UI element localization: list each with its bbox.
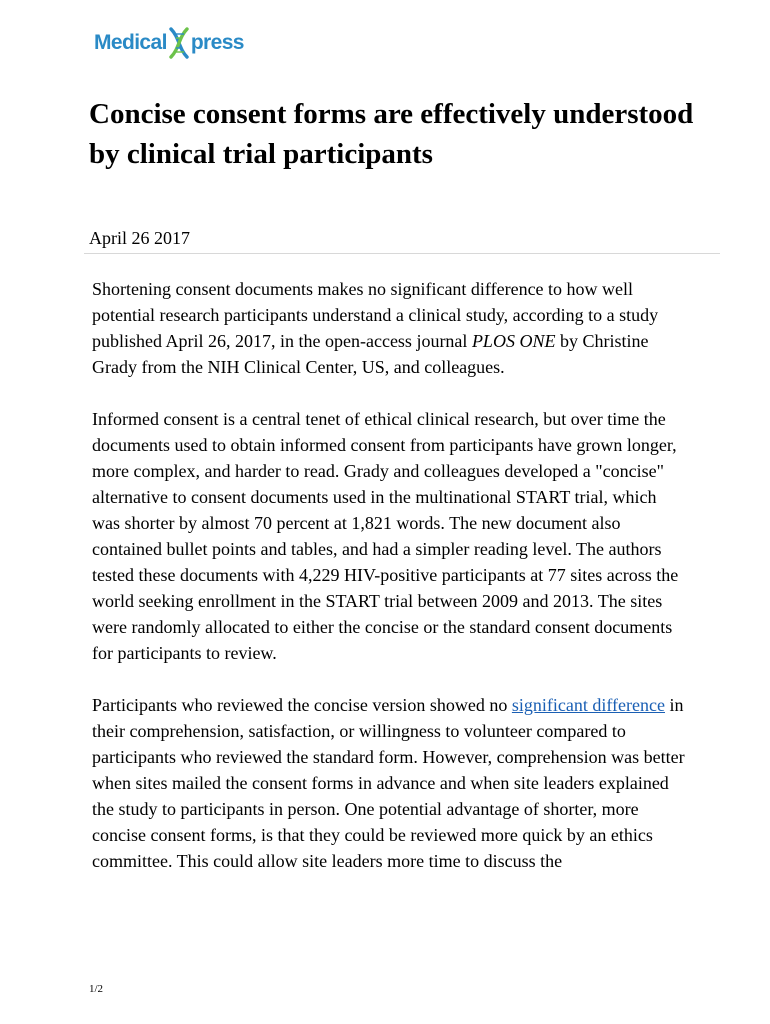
article-title: Concise consent forms are effectively understood by clinical trial participants (89, 98, 694, 170)
medicalxpress-logo[interactable] (94, 27, 244, 59)
logo-text-medical: Medical (94, 31, 167, 54)
paragraph-3-text-a: Participants who reviewed the concise version showed no (92, 695, 512, 715)
paragraph-3-text-b: in their comprehension, satisfaction, or willingness to volunteer compared to participants who reviewed the standard form. However, comprehension was better when sites mailed the consent forms in advance and when site leaders explained the study to participants in person. One potential advantage of shorter, more concise consent forms, is that they could be reviewed more quick by an ethics committee. This could allow site leaders more time to discuss the (92, 695, 685, 871)
paragraph-2: Informed consent is a central tenet of ethical clinical research, but over time the documents used to obtain informed consent from participants have grown longer, more complex, and harder to read. Grady and colleagues developed a "concise" alternative to consent documents used in the multinational START trial, which was shorter by almost 70 percent at 1,821 words. The new document also contained bullet points and tables, and had a simpler reading level. The authors tested these documents with 4,229 HIV-positive participants at 77 sites across the world seeking enrollment in the START trial between 2009 and 2013. The sites were randomly allocated to either the concise or the standard consent documents for participants to review. (92, 409, 679, 663)
significant-difference-link[interactable]: significant difference (511, 695, 665, 715)
paragraph-3 (92, 692, 688, 874)
page-number: 1/2 (89, 983, 104, 995)
logo-text-press: press (190, 31, 244, 54)
header-divider (84, 253, 720, 254)
paragraph-1 (92, 276, 688, 380)
paragraph-1-text-b: by Christine Grady from the NIH Clinical Center, US, and colleagues. (92, 331, 649, 377)
dna-x-icon (168, 27, 190, 59)
journal-name: PLOS ONE (471, 331, 556, 351)
paragraph-1-text-a: Shortening consent documents makes no significant difference to how well potential research participants understand a clinical study, according to a study published April 26, 2017, in the open-access journal (92, 279, 659, 351)
article-body (92, 276, 688, 900)
article-date: April 26 2017 (89, 228, 190, 248)
